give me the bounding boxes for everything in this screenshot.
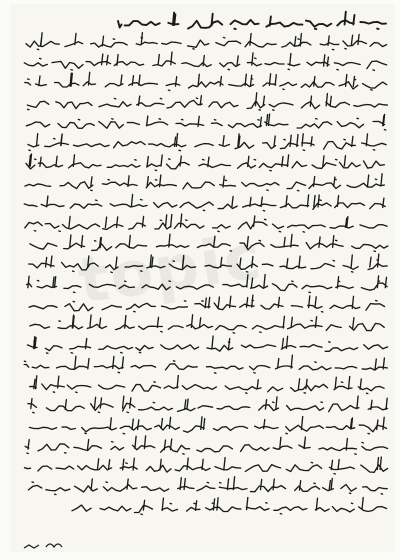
- text-line: [24, 355, 387, 373]
- text-line: [25, 72, 387, 90]
- text-line: [26, 114, 385, 130]
- ink-stroke: [118, 12, 386, 29]
- text-line: [30, 315, 384, 333]
- ink-stroke: [29, 295, 384, 312]
- text-line: [28, 396, 388, 413]
- text-line: [29, 417, 386, 434]
- text-line: [28, 336, 388, 353]
- text-line: [24, 52, 386, 70]
- text-line: [30, 234, 388, 251]
- ink-stroke: [25, 174, 384, 191]
- ink-stroke: [25, 457, 388, 474]
- catchword-mark: [24, 544, 62, 548]
- ink-stroke: [26, 154, 384, 171]
- ink-stroke: [30, 234, 388, 251]
- ink-stroke: [26, 33, 387, 50]
- ink-stroke: [28, 396, 388, 413]
- text-line: [24, 194, 385, 211]
- text-line: [25, 174, 384, 191]
- ink-stroke: [72, 498, 387, 515]
- ink-stroke: [30, 315, 384, 333]
- ink-stroke: [27, 275, 388, 293]
- text-line: [27, 275, 388, 293]
- text-line: [28, 134, 386, 151]
- ink-stroke: [25, 72, 387, 90]
- text-line: [30, 376, 384, 394]
- ink-stroke: [29, 417, 386, 434]
- text-line: [29, 254, 388, 272]
- text-line: [27, 93, 387, 111]
- text-line: [28, 477, 387, 495]
- text-line: [25, 457, 388, 474]
- ink-stroke: [24, 52, 386, 70]
- ink-stroke: [28, 336, 388, 353]
- ink-stroke: [28, 477, 387, 495]
- text-line: [72, 498, 387, 515]
- ink-stroke: [24, 194, 385, 211]
- ink-stroke: [29, 254, 388, 272]
- text-line: [26, 33, 387, 50]
- ink-stroke: [25, 214, 387, 232]
- text-line: [26, 154, 384, 171]
- ink-stroke: [26, 114, 385, 130]
- text-line: [25, 214, 387, 232]
- ink-stroke: [27, 93, 387, 111]
- ink-stroke: [30, 376, 384, 394]
- ink-stroke: [25, 436, 388, 454]
- text-line: [25, 436, 388, 454]
- ink-stroke: [24, 355, 387, 373]
- text-line: [118, 12, 386, 29]
- text-line: [29, 295, 384, 312]
- ink-stroke: [28, 134, 386, 151]
